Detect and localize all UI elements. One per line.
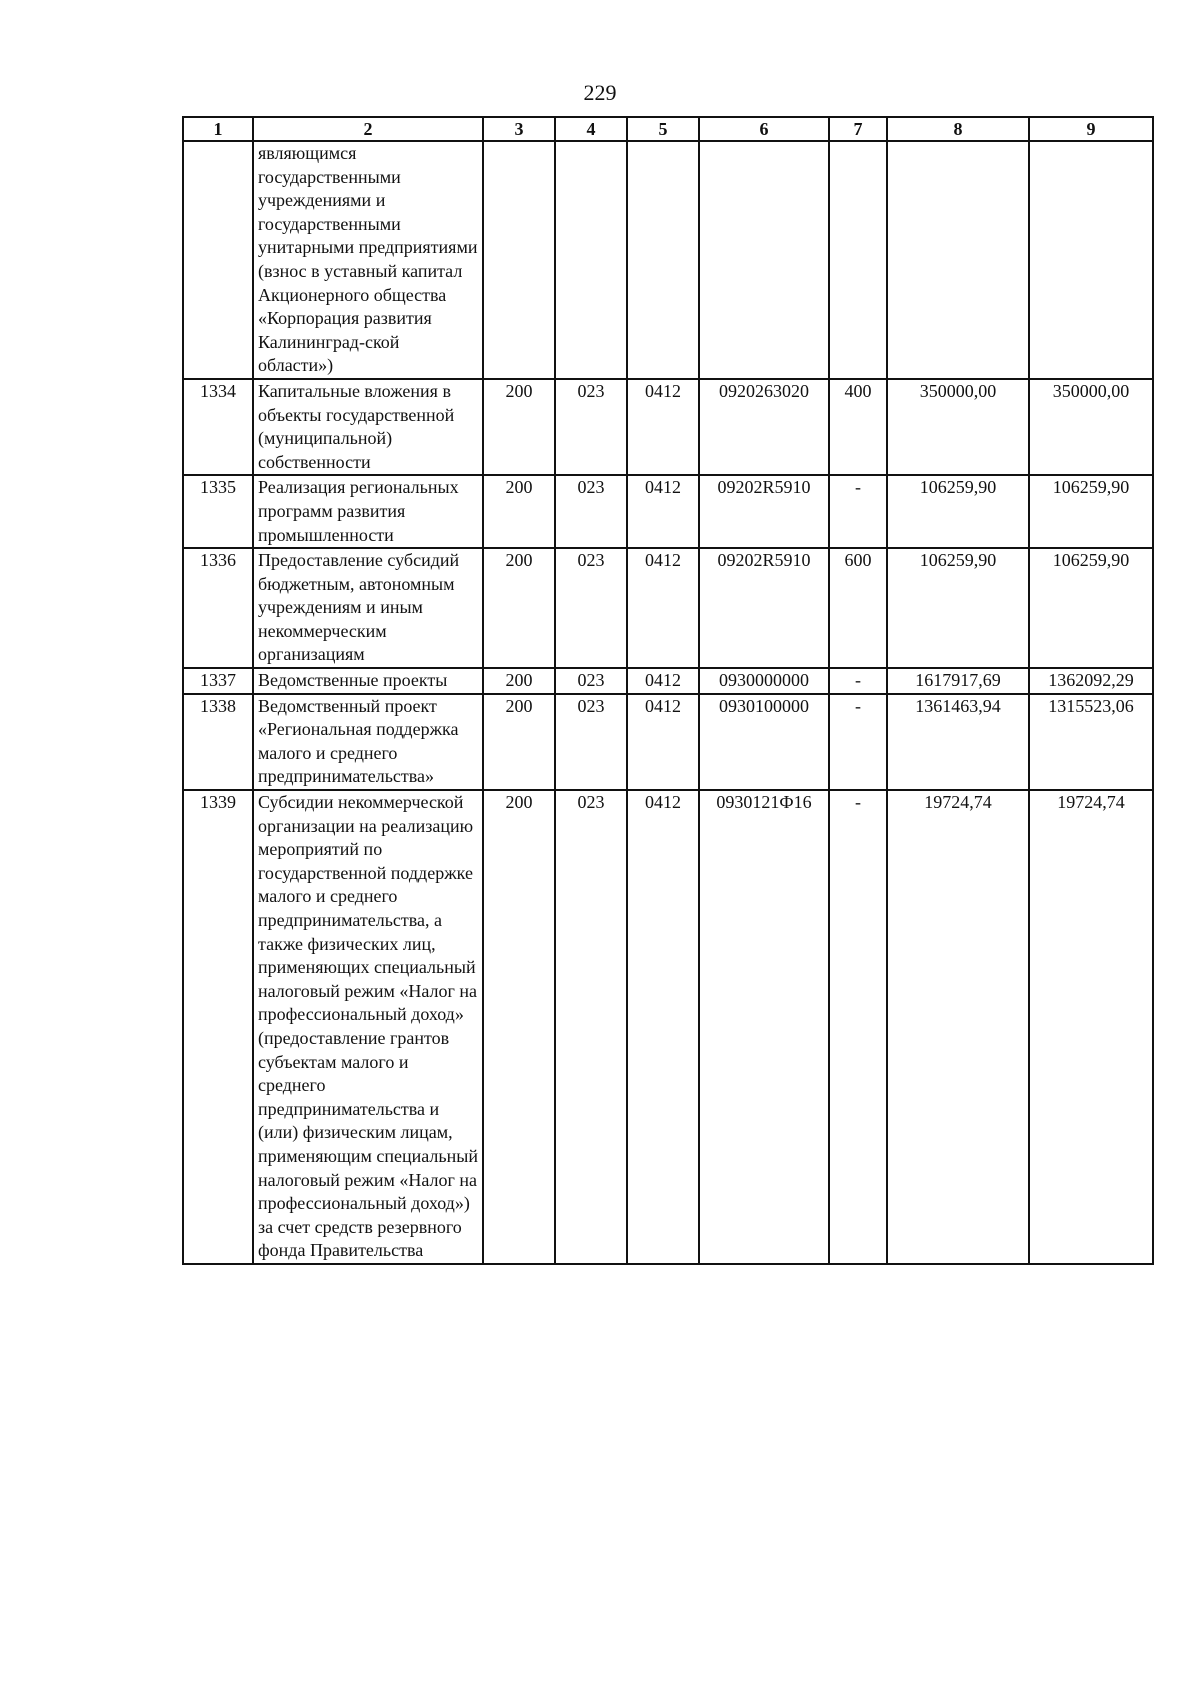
code-cell: 200 (483, 790, 555, 1264)
amount-cell: 350000,00 (1029, 379, 1153, 475)
table-row-continuation (183, 141, 1153, 379)
code-cell: 023 (555, 475, 627, 548)
code-cell: - (829, 475, 887, 548)
code-cell: 023 (555, 790, 627, 1264)
code-cell: 200 (483, 694, 555, 790)
code-cell: 023 (555, 668, 627, 694)
column-header: 8 (887, 117, 1029, 141)
amount-cell: 106259,90 (1029, 475, 1153, 548)
table-row (183, 548, 1153, 668)
row-number-cell: 1334 (183, 379, 253, 475)
code-cell: 200 (483, 379, 555, 475)
code-cell: 0412 (627, 668, 699, 694)
row-number-cell: 1338 (183, 694, 253, 790)
row-name-cell: Ведомственные проекты (253, 668, 483, 694)
budget-table (182, 116, 1154, 1265)
column-header: 2 (253, 117, 483, 141)
column-header: 7 (829, 117, 887, 141)
code-cell: - (829, 694, 887, 790)
column-header: 6 (699, 117, 829, 141)
amount-cell: 106259,90 (887, 475, 1029, 548)
column-header: 9 (1029, 117, 1153, 141)
row-number-cell: 1335 (183, 475, 253, 548)
row-name-cell: Субсидии некоммерческой организации на реализацию мероприятий по государственной поддержке малого и среднего предпринимательства, а также физических лиц, применяющих специальный налоговый режим «Налог на профессиональный доход» (предоставление грантов субъектам малого и среднего предпринимательства и (или) физическим лицам, применяющим специальный налоговый режим «Налог на профессиональный доход») за счет средств резервного фонда Правительства (253, 790, 483, 1264)
table-cell (699, 141, 829, 379)
row-name-cell: Реализация региональных программ развития промышленности (253, 475, 483, 548)
row-name-cell: являющимся государственными учреждениями и государственными унитарными предприятиями (взнос в уставный капитал Акционерного общества «Корпорация развития Калининград-ской области») (253, 141, 483, 379)
amount-cell: 19724,74 (887, 790, 1029, 1264)
table-row (183, 475, 1153, 548)
code-cell: 0930100000 (699, 694, 829, 790)
code-cell: - (829, 790, 887, 1264)
amount-cell: 106259,90 (1029, 548, 1153, 668)
amount-cell: 350000,00 (887, 379, 1029, 475)
table-cell (829, 141, 887, 379)
code-cell: 0412 (627, 379, 699, 475)
code-cell: 0412 (627, 475, 699, 548)
code-cell: 200 (483, 475, 555, 548)
code-cell: 0412 (627, 790, 699, 1264)
column-header: 4 (555, 117, 627, 141)
table-body (183, 141, 1153, 1264)
code-cell: 200 (483, 548, 555, 668)
page-number: 229 (583, 80, 617, 105)
code-cell: 0412 (627, 548, 699, 668)
code-cell: 400 (829, 379, 887, 475)
row-number-cell: 1336 (183, 548, 253, 668)
code-cell: - (829, 668, 887, 694)
table-cell (483, 141, 555, 379)
code-cell: 023 (555, 694, 627, 790)
row-number-cell: 1337 (183, 668, 253, 694)
table-row (183, 694, 1153, 790)
amount-cell: 19724,74 (1029, 790, 1153, 1264)
row-name-cell: Капитальные вложения в объекты государственной (муниципальной) собственности (253, 379, 483, 475)
column-header: 5 (627, 117, 699, 141)
table-row (183, 790, 1153, 1264)
column-header: 1 (183, 117, 253, 141)
amount-cell: 1315523,06 (1029, 694, 1153, 790)
code-cell: 023 (555, 379, 627, 475)
table-header (183, 117, 1153, 141)
code-cell: 09202R5910 (699, 548, 829, 668)
code-cell: 0930121Ф16 (699, 790, 829, 1264)
header-row (183, 117, 1153, 141)
amount-cell: 106259,90 (887, 548, 1029, 668)
row-name-cell: Предоставление субсидий бюджетным, автономным учреждениям и иным некоммерческим организациям (253, 548, 483, 668)
amount-cell: 1362092,29 (1029, 668, 1153, 694)
code-cell: 200 (483, 668, 555, 694)
code-cell: 09202R5910 (699, 475, 829, 548)
amount-cell: 1617917,69 (887, 668, 1029, 694)
code-cell: 600 (829, 548, 887, 668)
amount-cell: 1361463,94 (887, 694, 1029, 790)
table-cell (887, 141, 1029, 379)
column-header: 3 (483, 117, 555, 141)
table-row (183, 379, 1153, 475)
table-cell (627, 141, 699, 379)
table-cell (1029, 141, 1153, 379)
row-number-cell (183, 141, 253, 379)
table-row (183, 668, 1153, 694)
code-cell: 0920263020 (699, 379, 829, 475)
table-cell (555, 141, 627, 379)
code-cell: 023 (555, 548, 627, 668)
code-cell: 0930000000 (699, 668, 829, 694)
row-number-cell: 1339 (183, 790, 253, 1264)
row-name-cell: Ведомственный проект «Региональная поддержка малого и среднего предпринимательства» (253, 694, 483, 790)
code-cell: 0412 (627, 694, 699, 790)
